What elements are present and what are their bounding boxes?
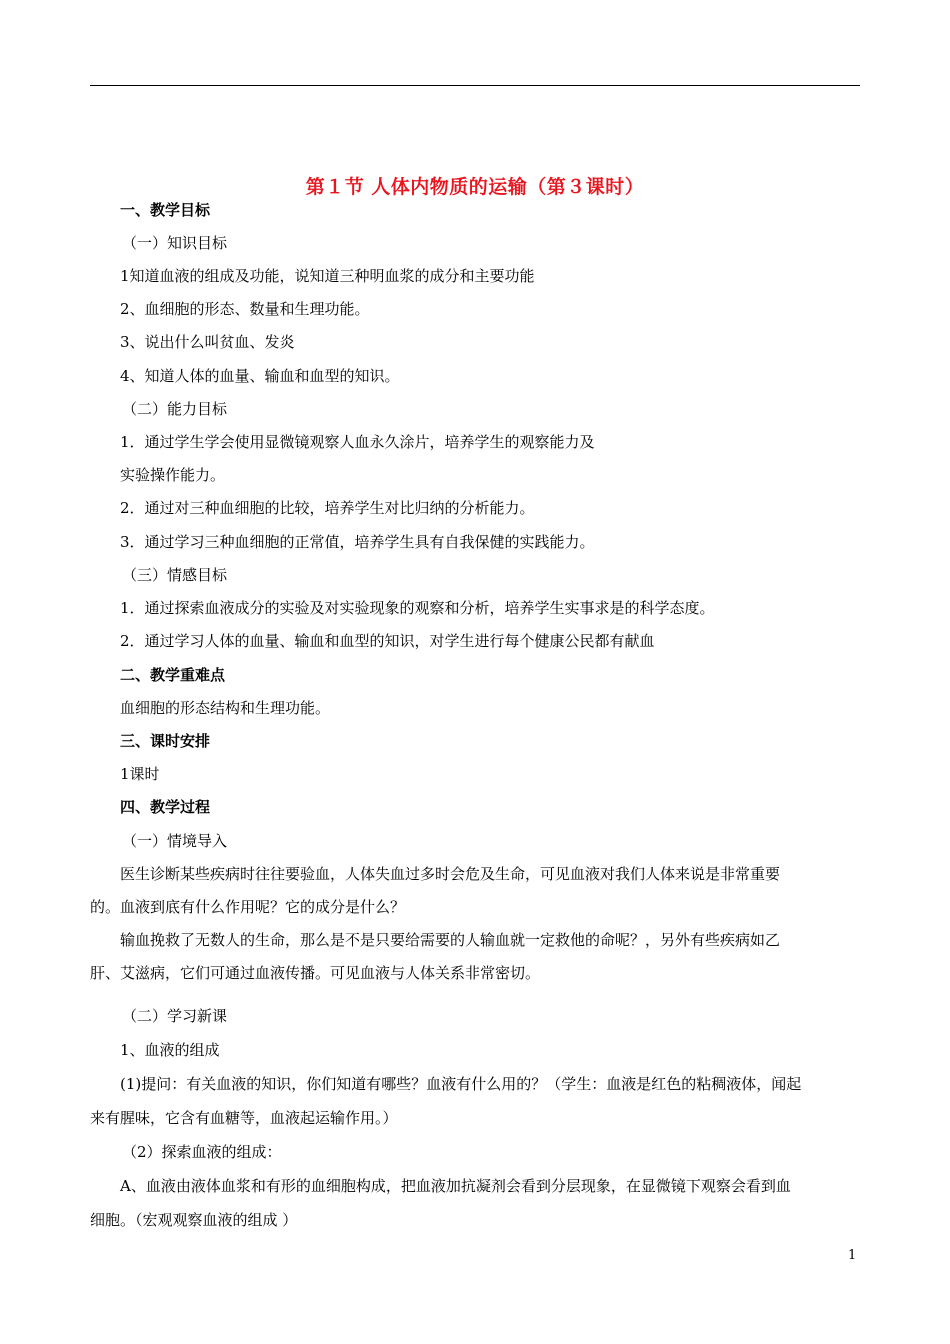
paragraph-line: 2、血细胞的形态、数量和生理功能。 bbox=[120, 300, 370, 318]
document-title: 第１节 人体内物质的运输（第３课时） bbox=[305, 176, 645, 198]
paragraph-line: 1课时 bbox=[120, 765, 160, 783]
paragraph-line: 3、说出什么叫贫血、发炎 bbox=[120, 333, 295, 351]
paragraph-line: 医生诊断某些疾病时往往要验血，人体失血过多时会危及生命，可见血液对我们人体来说是非常重要 bbox=[120, 865, 781, 883]
subheading-knowledge-goals: （一）知识目标 bbox=[122, 234, 228, 252]
paragraph-line: 肝、艾滋病，它们可通过血液传播。可见血液与人体关系非常密切。 bbox=[90, 964, 541, 982]
paragraph-line: 4、知道人体的血量、输血和血型的知识。 bbox=[120, 367, 400, 385]
section-heading-teaching-goals: 一、教学目标 bbox=[120, 201, 211, 219]
paragraph-line: 1、血液的组成 bbox=[120, 1041, 220, 1059]
page-number: 1 bbox=[848, 1248, 857, 1263]
paragraph-line: A、血液由液体血浆和有形的血细胞构成，把血液加抗凝剂会看到分层现象，在显微镜下观察会看到血 bbox=[120, 1177, 791, 1195]
paragraph-line: 实验操作能力。 bbox=[120, 466, 226, 484]
section-heading-process: 四、教学过程 bbox=[120, 798, 211, 816]
paragraph-line: 血细胞的形态结构和生理功能。 bbox=[120, 699, 331, 717]
header-rule bbox=[90, 85, 860, 86]
paragraph-line: 的。血液到底有什么作用呢？它的成分是什么？ bbox=[90, 898, 406, 916]
subheading-emotion-goals: （三）情感目标 bbox=[122, 566, 228, 584]
paragraph-line: 3．通过学习三种血细胞的正常值，培养学生具有自我保健的实践能力。 bbox=[120, 533, 595, 551]
paragraph-line: （2）探索血液的组成： bbox=[122, 1143, 282, 1161]
subheading-ability-goals: （二）能力目标 bbox=[122, 400, 228, 418]
paragraph-line: 细胞。（宏观观察血液的组成 ） bbox=[90, 1211, 298, 1229]
section-heading-schedule: 三、课时安排 bbox=[120, 732, 211, 750]
subheading-new-lesson: （二）学习新课 bbox=[122, 1007, 228, 1025]
paragraph-line: (1)提问：有关血液的知识，你们知道有哪些？血液有什么用的？（学生：血液是红色的粘稠液体，闻起 bbox=[120, 1075, 802, 1093]
paragraph-line: 1．通过探索血液成分的实验及对实验现象的观察和分析，培养学生实事求是的科学态度。 bbox=[120, 599, 715, 617]
paragraph-line: 1知道血液的组成及功能，说知道三种明血浆的成分和主要功能 bbox=[120, 267, 535, 285]
subheading-intro: （一）情境导入 bbox=[122, 832, 228, 850]
paragraph-line: 来有腥味，它含有血糖等，血液起运输作用。） bbox=[90, 1109, 398, 1127]
paragraph-line: 2．通过对三种血细胞的比较，培养学生对比归纳的分析能力。 bbox=[120, 499, 535, 517]
paragraph-line: 2．通过学习人体的血量、输血和血型的知识，对学生进行每个健康公民都有献血 bbox=[120, 632, 655, 650]
paragraph-line: 输血挽救了无数人的生命，那么是不是只要给需要的人输血就一定救他的命呢？，另外有些疾病如乙 bbox=[120, 931, 781, 949]
section-heading-key-points: 二、教学重难点 bbox=[120, 666, 226, 684]
paragraph-line: 1．通过学生学会使用显微镜观察人血永久涂片，培养学生的观察能力及 bbox=[120, 433, 595, 451]
